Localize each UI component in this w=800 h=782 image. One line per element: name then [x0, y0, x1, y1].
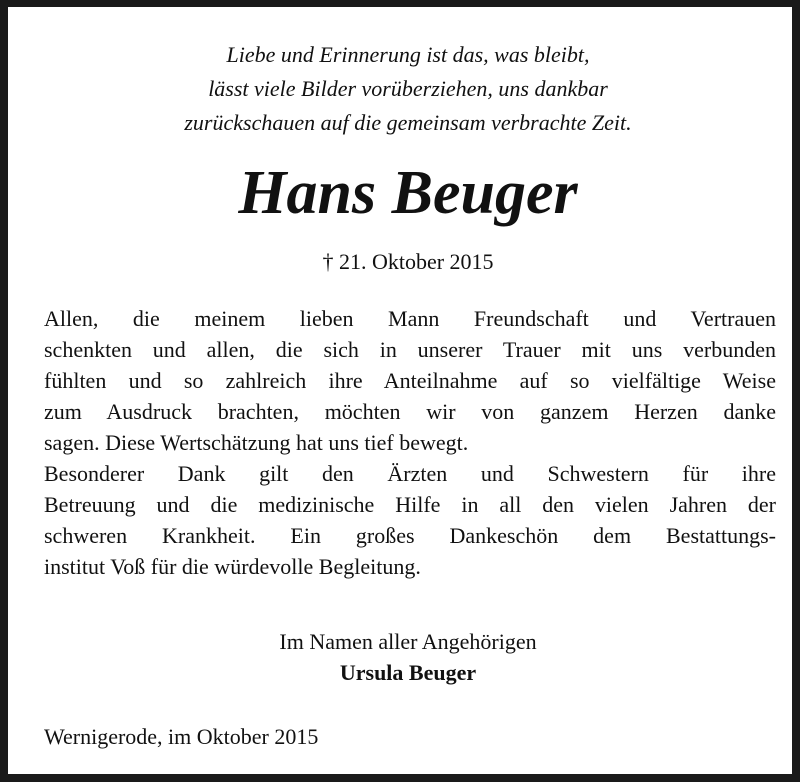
quote-line: lässt viele Bilder vorüberziehen, uns dankbar [208, 76, 608, 101]
death-date: † 21. Oktober 2015 [322, 249, 494, 274]
signer-name: Ursula Beuger [339, 660, 477, 685]
text-line: institut Voß für die würdevolle Begleitung. [44, 554, 421, 579]
text-line: Besonderer Dank gilt den Ärzten und Schwestern für ihre [44, 461, 776, 486]
memorial-quote [28, 38, 788, 140]
text-line: fühlten und so zahlreich ihre Anteilnahme auf so vielfältige Weise [44, 368, 776, 393]
signature-block [28, 626, 788, 688]
text-line: zum Ausdruck brachten, möchten wir von ganzem Herzen danke [44, 399, 776, 424]
text-line: Betreuung und die medizinische Hilfe in all den vielen Jahren der [44, 492, 776, 517]
text-line: Allen, die meinem lieben Mann Freundschaft und Vertrauen [44, 306, 776, 331]
text-line: sagen. Diese Wertschätzung hat uns tief bewegt. [44, 430, 469, 455]
place-and-date: Wernigerode, im Oktober 2015 [44, 724, 319, 749]
thank-you-text [44, 303, 776, 582]
deceased-name: Hans Beuger [238, 159, 578, 227]
text-line: schweren Krankheit. Ein großes Dankeschön dem Bestattungs- [44, 523, 776, 548]
quote-line: Liebe und Erinnerung ist das, was bleibt, [226, 42, 590, 67]
quote-line: zurückschauen auf die gemeinsam verbrachte Zeit. [184, 110, 632, 135]
text-line: schenkten und allen, die sich in unserer Trauer mit uns verbunden [44, 337, 776, 362]
signature-intro: Im Namen aller Angehörigen [279, 629, 537, 654]
